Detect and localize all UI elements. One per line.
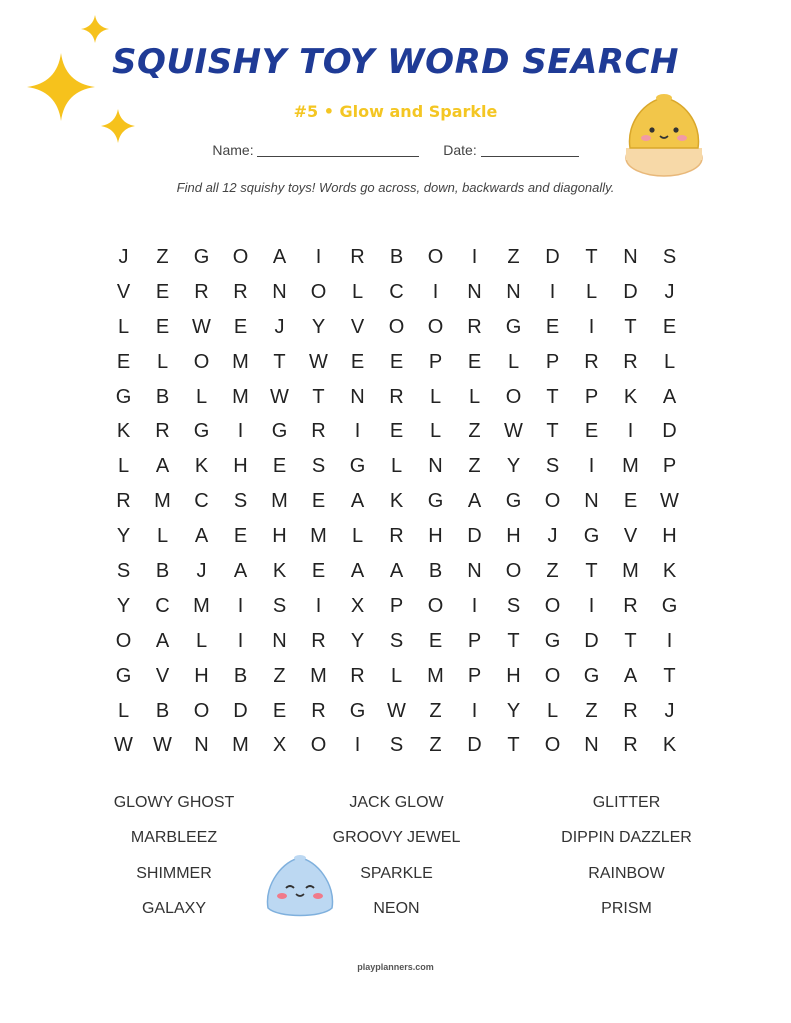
grid-letter[interactable]: L [429, 420, 442, 443]
grid-letter[interactable]: W [660, 490, 679, 513]
footer-logo [0, 962, 791, 972]
grid-letter[interactable]: O [544, 664, 561, 687]
grid-letter[interactable]: K [194, 455, 209, 478]
word-list-item: SPARKLE [360, 864, 433, 882]
grid-letter[interactable]: I [471, 699, 478, 722]
grid-letter[interactable]: J [274, 315, 285, 338]
date-label: Date: [443, 142, 477, 158]
grid-letter[interactable]: O [310, 734, 327, 757]
grid-letter[interactable]: I [549, 280, 556, 303]
grid-letter[interactable]: S [389, 629, 404, 652]
grid-letter[interactable]: G [271, 420, 288, 443]
grid-letter[interactable]: S [545, 455, 560, 478]
grid-letter[interactable]: L [390, 664, 403, 687]
grid-letter[interactable]: N [428, 455, 443, 478]
grid-letter[interactable]: M [232, 350, 249, 373]
word-list-item: DIPPIN DAZZLER [561, 829, 692, 847]
grid-letter[interactable]: R [584, 350, 599, 373]
grid-letter[interactable]: C [155, 594, 170, 617]
grid-letter[interactable]: O [232, 246, 249, 268]
grid-letter[interactable]: B [155, 560, 170, 583]
grid-letter[interactable]: A [272, 246, 287, 268]
grid-letter[interactable]: S [506, 594, 521, 617]
grid-letter[interactable]: L [663, 350, 676, 373]
grid-letter[interactable]: K [389, 490, 404, 513]
grid-letter[interactable]: R [623, 699, 638, 722]
grid-letter[interactable]: I [315, 594, 322, 617]
date-blank-line[interactable] [481, 156, 579, 157]
grid-letter[interactable]: A [389, 560, 404, 583]
grid-letter[interactable]: H [233, 455, 248, 478]
grid-letter[interactable]: Z [468, 455, 481, 478]
grid-letter[interactable]: J [664, 280, 675, 303]
grid-letter[interactable]: N [194, 734, 209, 757]
grid-letter[interactable]: W [192, 315, 211, 338]
grid-letter[interactable]: Y [506, 455, 521, 478]
grid-letter[interactable]: G [193, 246, 210, 268]
grid-letter[interactable]: Z [429, 734, 442, 757]
grid-letter[interactable]: M [310, 525, 327, 548]
grid-letter[interactable]: P [584, 385, 599, 408]
grid-letter[interactable]: G [544, 629, 561, 652]
grid-letter[interactable]: D [467, 734, 482, 757]
grid-letter[interactable]: J [664, 699, 675, 722]
grid-letter[interactable]: K [623, 385, 638, 408]
word-list [74, 794, 734, 935]
grid-letter[interactable]: I [588, 455, 595, 478]
grid-letter[interactable]: I [588, 315, 595, 338]
grid-letter[interactable]: W [153, 734, 172, 757]
grid-letter[interactable]: L [156, 525, 169, 548]
page-subtitle: #5 • Glow and Sparkle [293, 102, 498, 121]
grid-letter[interactable]: L [156, 350, 169, 373]
grid-letter[interactable]: J [118, 246, 129, 268]
grid-letter[interactable]: I [588, 594, 595, 617]
grid-letter[interactable]: H [194, 664, 209, 687]
grid-letter[interactable]: L [429, 385, 442, 408]
grid-letter[interactable]: Z [156, 246, 169, 268]
grid-letter[interactable]: G [193, 420, 210, 443]
grid-letter[interactable]: I [237, 629, 244, 652]
grid-letter[interactable]: L [546, 699, 559, 722]
grid-letter[interactable]: M [232, 734, 249, 757]
grid-letter[interactable]: R [233, 280, 248, 303]
grid-letter[interactable]: W [270, 385, 289, 408]
grid-letter[interactable]: A [155, 455, 170, 478]
grid-letter[interactable]: R [116, 490, 131, 513]
grid-letter[interactable]: L [585, 280, 598, 303]
grid-letter[interactable]: O [115, 629, 132, 652]
grid-letter[interactable]: O [388, 315, 405, 338]
grid-letter[interactable]: E [584, 420, 599, 443]
grid-letter[interactable]: N [584, 490, 599, 513]
grid-letter[interactable]: R [155, 420, 170, 443]
grid-letter[interactable]: I [627, 420, 634, 443]
grid-letter[interactable]: M [622, 455, 639, 478]
grid-letter[interactable]: N [623, 246, 638, 268]
grid-letter[interactable]: N [467, 280, 482, 303]
grid-letter[interactable]: S [311, 455, 326, 478]
grid-letter[interactable]: R [467, 315, 482, 338]
grid-letter[interactable]: E [116, 350, 131, 373]
grid-letter[interactable]: T [624, 315, 637, 338]
grid-letter[interactable]: K [662, 734, 677, 757]
grid-letter[interactable]: W [114, 734, 133, 757]
grid-letter[interactable]: E [272, 699, 287, 722]
grid-letter[interactable]: J [547, 525, 558, 548]
grid-letter[interactable]: N [506, 280, 521, 303]
grid-letter[interactable]: H [428, 525, 443, 548]
grid-letter[interactable]: E [662, 315, 677, 338]
grid-letter[interactable]: H [506, 525, 521, 548]
grid-letter[interactable]: I [666, 629, 673, 652]
grid-letter[interactable]: E [155, 280, 170, 303]
grid-letter[interactable]: S [233, 490, 248, 513]
grid-letter[interactable]: A [623, 664, 638, 687]
grid-letter[interactable]: E [272, 455, 287, 478]
grid-letter[interactable]: P [467, 664, 482, 687]
grid-letter[interactable]: D [467, 525, 482, 548]
grid-letter[interactable]: E [350, 350, 365, 373]
grid-letter[interactable]: M [193, 594, 210, 617]
grid-letter[interactable]: S [662, 246, 677, 268]
grid-letter[interactable]: R [623, 734, 638, 757]
grid-letter[interactable]: E [623, 490, 638, 513]
grid-letter[interactable]: O [544, 734, 561, 757]
grid-letter[interactable]: O [505, 385, 522, 408]
grid-letter[interactable]: B [233, 664, 248, 687]
grid-letter[interactable]: L [351, 280, 364, 303]
grid-letter[interactable]: N [272, 629, 287, 652]
grid-letter[interactable]: A [350, 560, 365, 583]
grid-letter[interactable]: S [116, 560, 131, 583]
grid-letter[interactable]: E [428, 629, 443, 652]
grid-letter[interactable]: D [662, 420, 677, 443]
grid-letter[interactable]: T [585, 560, 598, 583]
grid-letter[interactable]: A [155, 629, 170, 652]
grid-letter[interactable]: R [350, 664, 365, 687]
grid-letter[interactable]: L [507, 350, 520, 373]
grid-letter[interactable]: R [194, 280, 209, 303]
word-list-item: RAINBOW [588, 864, 665, 882]
grid-letter[interactable]: V [116, 280, 131, 303]
grid-letter[interactable]: B [428, 560, 443, 583]
letter-grid[interactable] [104, 242, 689, 765]
grid-letter[interactable]: I [432, 280, 439, 303]
grid-letter[interactable]: V [155, 664, 170, 687]
grid-letter[interactable]: N [272, 280, 287, 303]
grid-letter[interactable]: L [195, 629, 208, 652]
grid-letter[interactable]: O [544, 490, 561, 513]
grid-letter[interactable]: M [232, 385, 249, 408]
word-list-item: PRISM [601, 899, 652, 917]
grid-letter[interactable]: Z [546, 560, 559, 583]
grid-letter[interactable]: I [237, 594, 244, 617]
grid-letter[interactable]: N [584, 734, 599, 757]
word-list-item: GLITTER [592, 794, 661, 811]
grid-letter[interactable]: T [624, 629, 637, 652]
grid-letter[interactable]: W [387, 699, 406, 722]
grid-letter[interactable]: B [389, 246, 404, 268]
grid-letter[interactable]: Y [350, 629, 365, 652]
grid-letter[interactable]: R [311, 420, 326, 443]
word-list-item: GLOWY GHOST [113, 794, 235, 811]
grid-letter[interactable]: R [389, 525, 404, 548]
grid-letter[interactable]: I [354, 734, 361, 757]
grid-letter[interactable]: A [233, 560, 248, 583]
grid-letter[interactable]: R [623, 350, 638, 373]
grid-letter[interactable]: E [233, 315, 248, 338]
word-list-item: NEON [373, 899, 420, 917]
grid-letter[interactable]: I [471, 594, 478, 617]
blue-dumpling-squishy-icon [262, 854, 338, 920]
grid-letter[interactable]: N [467, 560, 482, 583]
grid-letter[interactable]: K [116, 420, 131, 443]
grid-letter[interactable]: H [662, 525, 677, 548]
grid-letter[interactable]: M [154, 490, 171, 513]
grid-letter[interactable]: T [663, 664, 676, 687]
grid-letter[interactable]: T [507, 629, 520, 652]
grid-letter[interactable]: W [504, 420, 523, 443]
grid-letter[interactable]: D [233, 699, 248, 722]
grid-letter[interactable]: L [468, 385, 481, 408]
grid-letter[interactable]: R [623, 594, 638, 617]
grid-letter[interactable]: R [389, 385, 404, 408]
grid-letter[interactable]: M [622, 560, 639, 583]
grid-letter[interactable]: B [155, 385, 170, 408]
grid-letter[interactable]: T [546, 385, 559, 408]
grid-letter[interactable]: D [545, 246, 560, 268]
grid-letter[interactable]: D [623, 280, 638, 303]
word-list-item: JACK GLOW [349, 794, 444, 811]
grid-letter[interactable]: O [193, 350, 210, 373]
grid-letter[interactable]: G [115, 385, 132, 408]
grid-letter[interactable]: O [505, 560, 522, 583]
grid-letter[interactable]: Z [429, 699, 442, 722]
grid-letter[interactable]: L [390, 455, 403, 478]
grid-letter[interactable]: Y [311, 315, 326, 338]
grid-letter[interactable]: D [584, 629, 599, 652]
grid-letter[interactable]: V [350, 315, 365, 338]
instructions-text: Find all 12 squishy toys! Words go across, down, backwards and diagonally. [176, 180, 615, 195]
grid-letter[interactable]: N [350, 385, 365, 408]
grid-letter[interactable]: L [117, 699, 130, 722]
grid-letter[interactable]: A [350, 490, 365, 513]
grid-letter[interactable]: Z [468, 420, 481, 443]
grid-letter[interactable]: O [427, 246, 444, 268]
grid-letter[interactable]: G [115, 664, 132, 687]
grid-letter[interactable]: A [662, 385, 677, 408]
grid-letter[interactable]: M [271, 490, 288, 513]
grid-letter[interactable]: P [428, 350, 443, 373]
grid-letter[interactable]: G [583, 525, 600, 548]
grid-letter[interactable]: E [545, 315, 560, 338]
grid-letter[interactable]: M [427, 664, 444, 687]
grid-letter[interactable]: H [506, 664, 521, 687]
sparkle-star-icon [80, 14, 110, 44]
grid-letter[interactable]: G [349, 699, 366, 722]
grid-letter[interactable]: P [389, 594, 404, 617]
grid-letter[interactable]: W [309, 350, 328, 373]
grid-letter[interactable]: R [350, 246, 365, 268]
grid-letter[interactable]: M [310, 664, 327, 687]
footer-site: playplanners.com [357, 962, 434, 972]
grid-letter[interactable]: Z [585, 699, 598, 722]
grid-letter[interactable]: T [312, 385, 325, 408]
word-list-item: GALAXY [141, 899, 207, 917]
grid-letter[interactable]: R [311, 699, 326, 722]
grid-letter[interactable]: G [583, 664, 600, 687]
grid-letter[interactable]: L [195, 385, 208, 408]
name-blank-line[interactable] [257, 156, 419, 157]
grid-letter[interactable]: O [427, 315, 444, 338]
grid-letter[interactable]: A [194, 525, 209, 548]
grid-letter[interactable]: C [194, 490, 209, 513]
grid-letter[interactable]: O [544, 594, 561, 617]
grid-letter[interactable]: E [233, 525, 248, 548]
grid-letter[interactable]: G [427, 490, 444, 513]
grid-letter[interactable]: T [507, 734, 520, 757]
grid-letter[interactable]: O [193, 699, 210, 722]
grid-letter[interactable]: E [467, 350, 482, 373]
word-list-item: GROOVY JEWEL [332, 829, 461, 847]
grid-letter[interactable]: P [545, 350, 560, 373]
grid-letter[interactable]: B [155, 699, 170, 722]
grid-letter[interactable]: T [546, 420, 559, 443]
grid-letter[interactable]: V [623, 525, 638, 548]
grid-letter[interactable]: T [585, 246, 598, 268]
grid-letter[interactable]: E [311, 560, 326, 583]
grid-letter[interactable]: P [467, 629, 482, 652]
grid-letter[interactable]: Y [506, 699, 521, 722]
grid-letter[interactable]: H [272, 525, 287, 548]
grid-letter[interactable]: G [505, 315, 522, 338]
grid-letter[interactable]: E [389, 350, 404, 373]
grid-letter[interactable]: G [349, 455, 366, 478]
grid-letter[interactable]: C [389, 280, 404, 303]
grid-letter[interactable]: R [311, 629, 326, 652]
grid-letter[interactable]: I [315, 246, 322, 268]
grid-letter[interactable]: P [662, 455, 677, 478]
grid-letter[interactable]: X [272, 734, 287, 757]
grid-letter[interactable]: I [471, 246, 478, 268]
grid-letter[interactable]: S [272, 594, 287, 617]
grid-letter[interactable]: G [661, 594, 678, 617]
grid-letter[interactable]: E [155, 315, 170, 338]
word-list-item: SHIMMER [136, 864, 212, 882]
grid-letter[interactable]: Y [116, 525, 131, 548]
grid-letter[interactable]: X [350, 594, 365, 617]
grid-letter[interactable]: Y [116, 594, 131, 617]
grid-letter[interactable]: L [351, 525, 364, 548]
grid-letter[interactable]: S [389, 734, 404, 757]
grid-letter[interactable]: J [196, 560, 207, 583]
page-title: SQUISHY TOY WORD SEARCH [112, 42, 679, 82]
grid-letter[interactable]: A [467, 490, 482, 513]
name-label: Name: [212, 142, 254, 158]
yellow-dumpling-squishy-icon [622, 92, 706, 180]
grid-letter[interactable]: K [272, 560, 287, 583]
grid-letter[interactable]: O [427, 594, 444, 617]
grid-letter[interactable]: T [273, 350, 286, 373]
grid-letter[interactable]: E [389, 420, 404, 443]
grid-letter[interactable]: L [117, 455, 130, 478]
word-list-item: MARBLEEZ [130, 829, 218, 847]
grid-letter[interactable]: Z [273, 664, 286, 687]
grid-letter[interactable]: E [311, 490, 326, 513]
grid-letter[interactable]: K [662, 560, 677, 583]
grid-letter[interactable]: Z [507, 246, 520, 268]
grid-letter[interactable]: I [354, 420, 361, 443]
grid-letter[interactable]: I [237, 420, 244, 443]
grid-letter[interactable]: L [117, 315, 130, 338]
grid-letter[interactable]: G [505, 490, 522, 513]
grid-letter[interactable]: O [310, 280, 327, 303]
